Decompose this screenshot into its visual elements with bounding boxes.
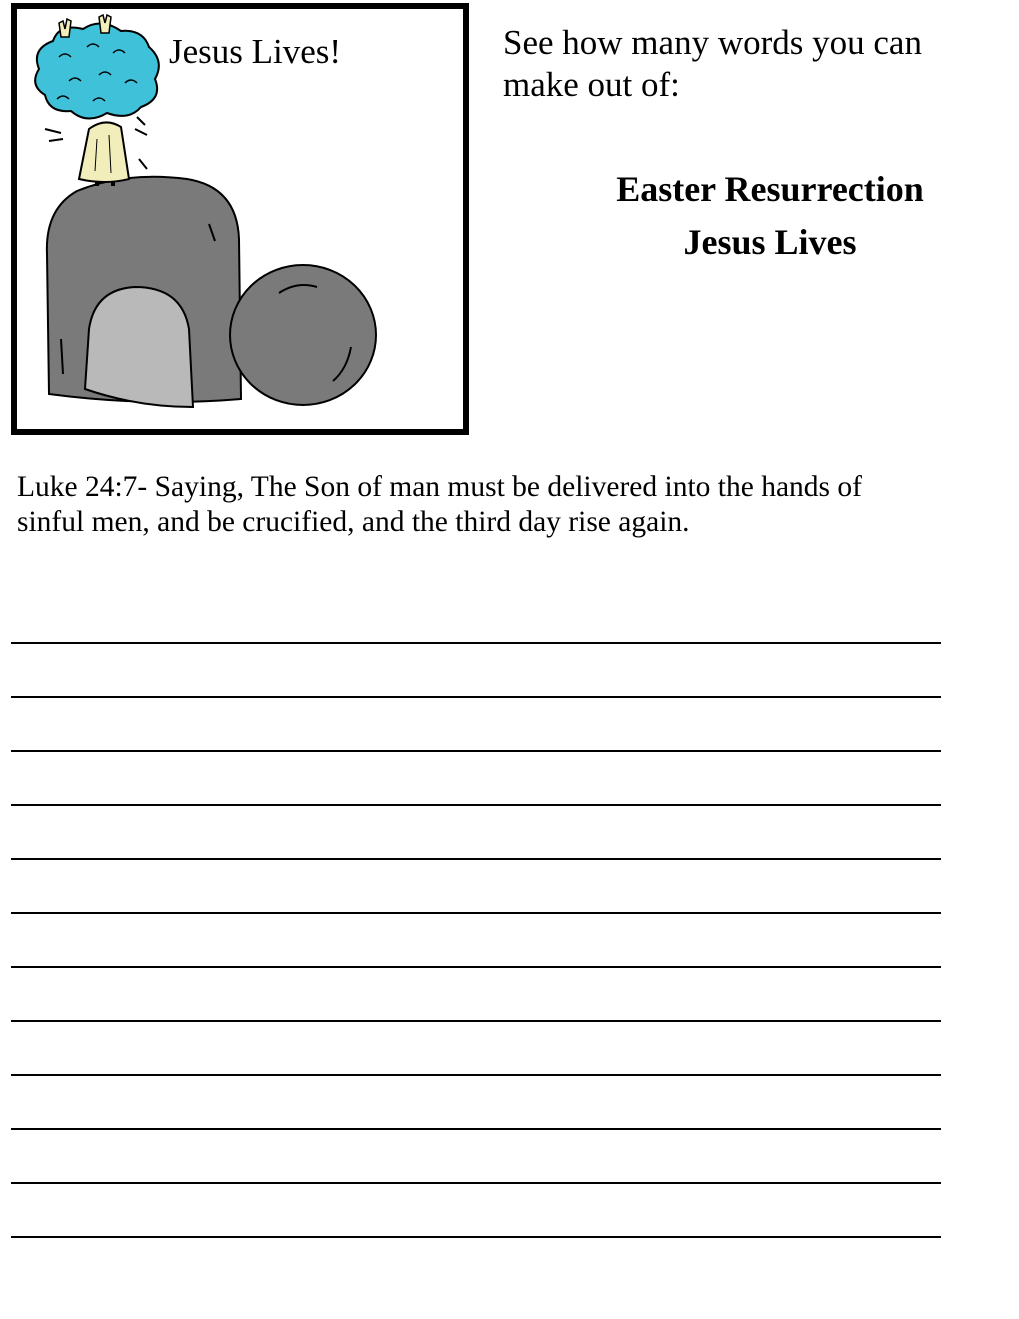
writing-line: [11, 1236, 941, 1238]
writing-line: [11, 858, 941, 860]
writing-line: [11, 912, 941, 914]
writing-line: [11, 966, 941, 968]
writing-line: [11, 804, 941, 806]
writing-line: [11, 696, 941, 698]
writing-line: [11, 1182, 941, 1184]
word-source-line: Jesus Lives: [683, 222, 857, 262]
answer-lines: [11, 0, 941, 1319]
writing-line: [11, 642, 941, 644]
activity-prompt-line: make out of:: [503, 65, 680, 104]
verse-line: Luke 24:7- Saying, The Son of man must be delivered into the hands of: [17, 471, 862, 503]
writing-line: [11, 750, 941, 752]
writing-line: [11, 1074, 941, 1076]
activity-prompt-line: See how many words you can: [503, 23, 922, 62]
word-source-line: Easter Resurrection: [616, 169, 924, 209]
writing-line: [11, 1020, 941, 1022]
illustration-caption: Jesus Lives!: [169, 32, 342, 71]
verse-line: sinful men, and be crucified, and the third day rise again.: [17, 506, 690, 538]
writing-line: [11, 1128, 941, 1130]
